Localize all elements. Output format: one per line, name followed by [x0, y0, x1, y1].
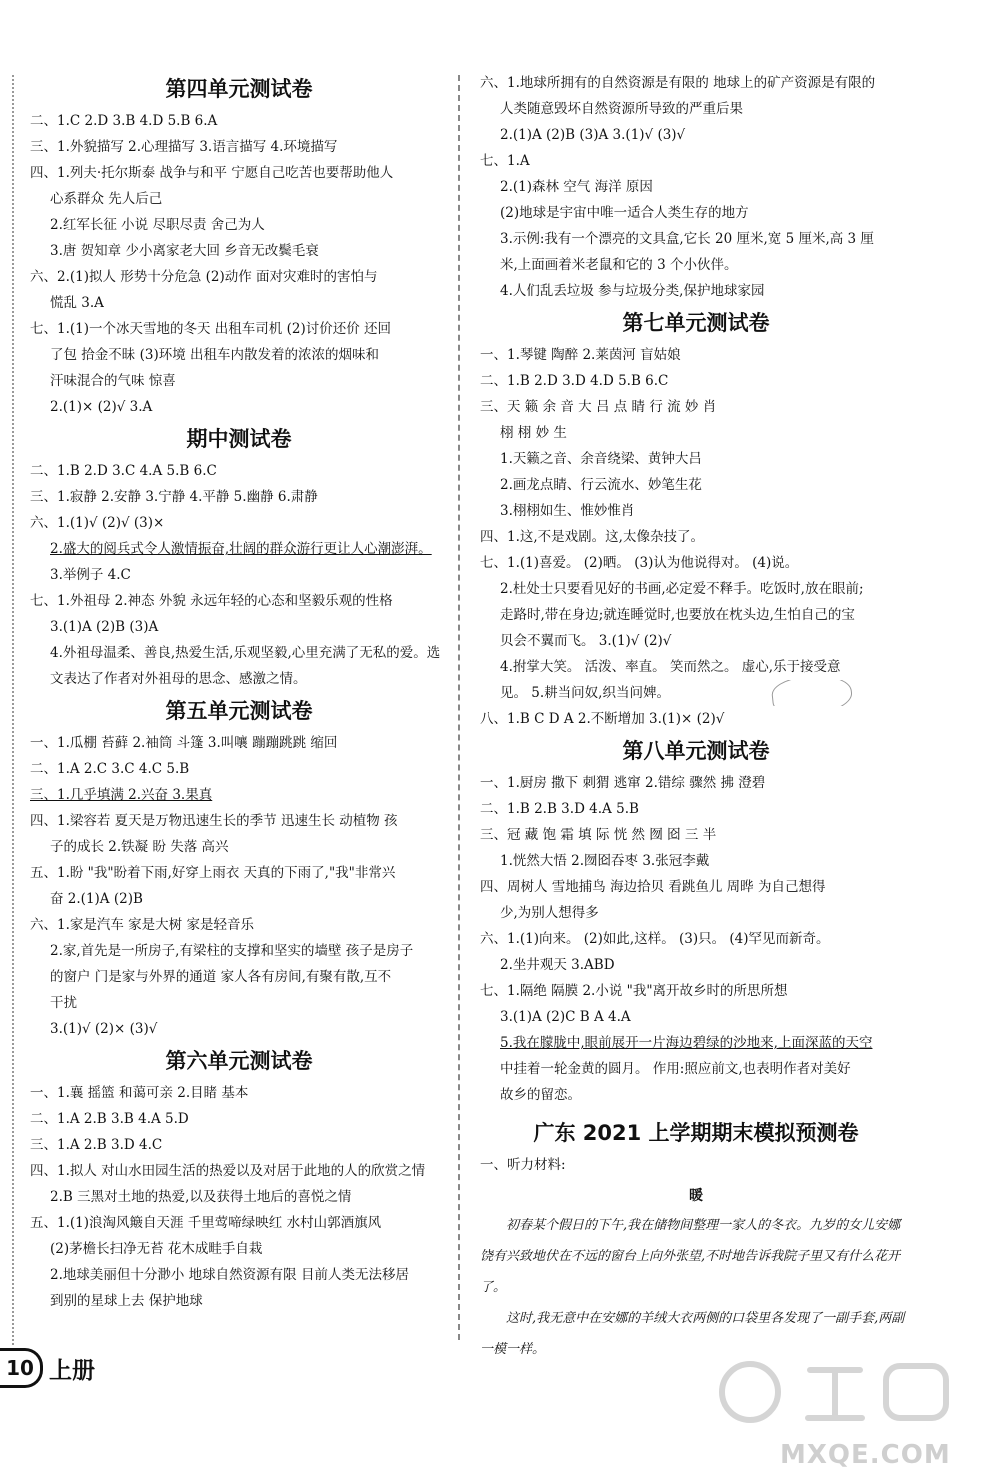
answer-line: 3.(1)√ (2)× (3)√: [50, 1021, 158, 1037]
answer-line: 慌乱 3.A: [50, 295, 104, 311]
answer-line: 3.栩栩如生、惟妙惟肖: [500, 503, 635, 519]
answer-line: 二、1.A 2.C 3.C 4.C 5.B: [30, 761, 190, 777]
answer-line: 二、1.B 2.D 3.C 4.A 5.B 6.C: [30, 463, 217, 479]
page-footer: [0, 1348, 95, 1388]
answer-line: 一、1.瓜棚 苔藓 2.袖筒 斗篷 3.叫嚷 蹦蹦跳跳 缩回: [30, 735, 338, 751]
answer-line: 米,上面画着米老鼠和它的 3 个小伙伴。: [500, 257, 738, 273]
answer-line: 三、1.几乎填满 2.兴奋 3.果真: [30, 787, 213, 803]
answer-line: 干扰: [50, 995, 77, 1011]
answer-line: 4.外祖母温柔、善良,热爱生活,乐观坚毅,心里充满了无私的爱。选: [50, 645, 441, 661]
story-title: 暖: [689, 1188, 703, 1204]
answer-line: 一、1.襄 摇篮 和蔼可亲 2.目睹 基本: [30, 1085, 249, 1101]
watermark-url: MXQE.COM: [780, 1440, 951, 1470]
answer-line: 一、1.厨房 撒下 刺猬 逃窜 2.错综 骤然 拂 澄碧: [480, 775, 766, 791]
answer-line: 人类随意毁坏自然资源所导致的严重后果: [500, 101, 743, 117]
story-paragraph: 这时,我无意中在安娜的羊绒大衣两侧的口袋里各发现了一副手套,两副一模一样。: [480, 1311, 905, 1357]
answer-line: 3.举例子 4.C: [50, 567, 131, 583]
answer-line: 1.恍然大悟 2.囫囵吞枣 3.张冠李戴: [500, 853, 710, 869]
answer-line: 四、周树人 雪地捕鸟 海边拾贝 看跳鱼儿 周晔 为自己想得: [480, 879, 826, 895]
answer-line: 四、1.梁容若 夏天是万物迅速生长的季节 迅速生长 动植物 孩: [30, 813, 398, 829]
answer-line: 六、1.(1)向来。 (2)如此,这样。 (3)只。 (4)罕见而新奇。: [480, 931, 830, 947]
answer-line: 1.天籁之音、余音绕梁、黄钟大吕: [500, 451, 702, 467]
answer-line: 四、1.拟人 对山水田园生活的热爱以及对居于此地的人的欣赏之情: [30, 1163, 426, 1179]
section-title: 第八单元测试卷: [622, 739, 770, 763]
answer-line: (2)茅檐长扫净无苔 花木成畦手自栽: [50, 1241, 263, 1257]
answer-line: 文表达了作者对外祖母的思念、感激之情。: [50, 671, 307, 687]
answer-line: 六、1.家是汽车 家是大树 家是轻音乐: [30, 917, 254, 933]
answer-line: 六、1.(1)√ (2)√ (3)×: [30, 515, 165, 531]
answer-line: 4.拊掌大笑。 活泼、率直。 笑而然之。 虚心,乐于接受意: [500, 659, 841, 675]
answer-line: 心系群众 先人后己: [50, 191, 163, 207]
answer-line: (2)地球是宇宙中唯一适合人类生存的地方: [500, 205, 749, 221]
left-margin-dots: [12, 75, 14, 1345]
answer-line: 中挂着一轮金黄的圆月。 作用:照应前文,也表明作者对美好: [500, 1061, 851, 1077]
section-title: 第六单元测试卷: [165, 1049, 313, 1073]
answer-line: 二、1.B 2.B 3.D 4.A 5.B: [480, 801, 639, 817]
answer-line: 栩 栩 妙 生: [500, 425, 567, 441]
answer-line: 2.画龙点睛、行云流水、妙笔生花: [500, 477, 702, 493]
answer-line: 2.杜处士只要看见好的书画,必定爱不释手。吃饭时,放在眼前;: [500, 581, 864, 597]
answer-line: 3.唐 贺知章 少小离家老大回 乡音无改鬓毛衰: [50, 243, 319, 259]
answer-line: 八、1.B C D A 2.不断增加 3.(1)× (2)√: [480, 711, 725, 727]
column-divider: [458, 75, 460, 1340]
section-title: 期中测试卷: [186, 427, 292, 451]
answer-line: 三、1.外貌描写 2.心理描写 3.语言描写 4.环境描写: [30, 139, 338, 155]
answer-line: 三、1.A 2.B 3.D 4.C: [30, 1137, 163, 1153]
answer-line: 2.坐井观天 3.ABD: [500, 957, 615, 973]
answer-line: 一、1.琴键 陶醉 2.莱茵河 盲姑娘: [480, 347, 681, 363]
answer-line: 见。 5.耕当问奴,织当问婢。: [480, 680, 912, 706]
answer-line: 的窗户 门是家与外界的通道 家人各有房间,有聚有散,互不: [50, 969, 392, 985]
answer-line: 汗味混合的气味 惊喜: [50, 373, 176, 389]
answer-line: 七、1.外祖母 2.神态 外貌 永远年轻的心态和坚毅乐观的性格: [30, 593, 393, 609]
left-column: [30, 70, 448, 1314]
answer-line: 3.示例:我有一个漂亮的文具盒,它长 20 厘米,宽 5 厘米,高 3 厘: [500, 231, 874, 247]
answer-line: 七、1.(1)喜爱。 (2)晒。 (3)认为他说得对。 (4)说。: [480, 555, 799, 571]
volume-label: 上册: [49, 1357, 95, 1384]
answer-line: 七、1.(1)一个冰天雪地的冬天 出租车司机 (2)讨价还价 还回: [30, 321, 391, 337]
answer-line: 四、1.列夫·托尔斯泰 战争与和平 宁愿自己吃苦也要帮助他人: [30, 165, 394, 181]
answer-line: 2.地球美丽但十分渺小 地球自然资源有限 目前人类无法移居: [50, 1267, 409, 1283]
answer-line: 2.(1)森林 空气 海洋 原因: [500, 179, 653, 195]
answer-line: 2.B 三黑对土地的热爱,以及获得土地后的喜悦之情: [50, 1189, 352, 1205]
answer-line: 3.(1)A (2)C B A 4.A: [500, 1009, 631, 1025]
answer-line: 四、1.这,不是戏剧。这,太像杂技了。: [480, 529, 704, 545]
answer-line: 少,为别人想得多: [500, 905, 599, 921]
ink-stamp: [770, 680, 854, 706]
answer-line: 到别的星球上去 保护地球: [50, 1293, 203, 1309]
answer-line: 5.我在朦胧中,眼前展开一片海边碧绿的沙地来,上面深蓝的天空: [500, 1035, 873, 1051]
section-title: 第七单元测试卷: [622, 311, 770, 335]
answer-line: 2.家,首先是一所房子,有梁柱的支撑和坚实的墙壁 孩子是房子: [50, 943, 414, 959]
answer-line: 七、1.隔绝 隔膜 2.小说 "我"离开故乡时的所思所想: [480, 983, 788, 999]
answer-line: 三、1.寂静 2.安静 3.宁静 4.平静 5.幽静 6.肃静: [30, 489, 318, 505]
right-column: [480, 70, 912, 1365]
answer-line: 2.(1)A (2)B (3)A 3.(1)√ (3)√: [500, 127, 686, 143]
answer-line: 三、冠 藏 饱 霜 填 际 恍 然 囫 囵 三 半: [480, 827, 717, 843]
answer-line: 贝会不翼而飞。 3.(1)√ (2)√: [500, 633, 672, 649]
exam-title: 广东 2021 上学期期末模拟预测卷: [533, 1121, 859, 1145]
answer-line: 六、2.(1)拟人 形势十分危急 (2)动作 面对灾难时的害怕与: [30, 269, 378, 285]
answer-line: 走路时,带在身边;就连睡觉时,也要放在枕头边,生怕自己的宝: [500, 607, 855, 623]
answer-line: 六、1.地球所拥有的自然资源是有限的 地球上的矿产资源是有限的: [480, 75, 876, 91]
listening-label: 一、听力材料:: [480, 1157, 566, 1173]
story-paragraph: 初春某个假日的下午,我在储物间整理一家人的冬衣。九岁的女儿安娜饶有兴致地伏在不远的窗台上向外张望,不时地告诉我院子里又有什么花开了。: [480, 1218, 901, 1295]
answer-line: 故乡的留恋。: [500, 1087, 581, 1103]
answer-line: 2.(1)× (2)√ 3.A: [50, 399, 153, 415]
answer-line: 五、1.盼 "我"盼着下雨,好穿上雨衣 天真的下雨了,"我"非常兴: [30, 865, 396, 881]
answer-line: 4.人们乱丢垃圾 参与垃圾分类,保护地球家园: [500, 283, 765, 299]
answer-line: 二、1.C 2.D 3.B 4.D 5.B 6.A: [30, 113, 218, 129]
answer-line: 子的成长 2.铁凝 盼 失落 高兴: [50, 839, 229, 855]
answer-line: 了包 拾金不昧 (3)环境 出租车内散发着的浓浓的烟味和: [50, 347, 379, 363]
answer-line: 三、天 籁 余 音 大 吕 点 睛 行 流 妙 肖: [480, 399, 717, 415]
answer-line: 3.(1)A (2)B (3)A: [50, 619, 159, 635]
section-title: 第五单元测试卷: [165, 699, 313, 723]
answer-line: 2.红军长征 小说 尽职尽责 舍己为人: [50, 217, 265, 233]
section-title: 第四单元测试卷: [165, 77, 313, 101]
answer-line: 二、1.A 2.B 3.B 4.A 5.D: [30, 1111, 189, 1127]
page-number: 10: [0, 1348, 43, 1388]
answer-line: 二、1.B 2.D 3.D 4.D 5.B 6.C: [480, 373, 669, 389]
answer-line: 2.盛大的阅兵式令人激情振奋,壮阔的群众游行更让人心潮澎湃。: [50, 541, 432, 557]
answer-line: 五、1.(1)浪淘风簸自天涯 千里莺啼绿映红 水村山郭酒旗风: [30, 1215, 382, 1231]
answer-line: 七、1.A: [480, 153, 530, 169]
answer-line: 奋 2.(1)A (2)B: [50, 891, 143, 907]
